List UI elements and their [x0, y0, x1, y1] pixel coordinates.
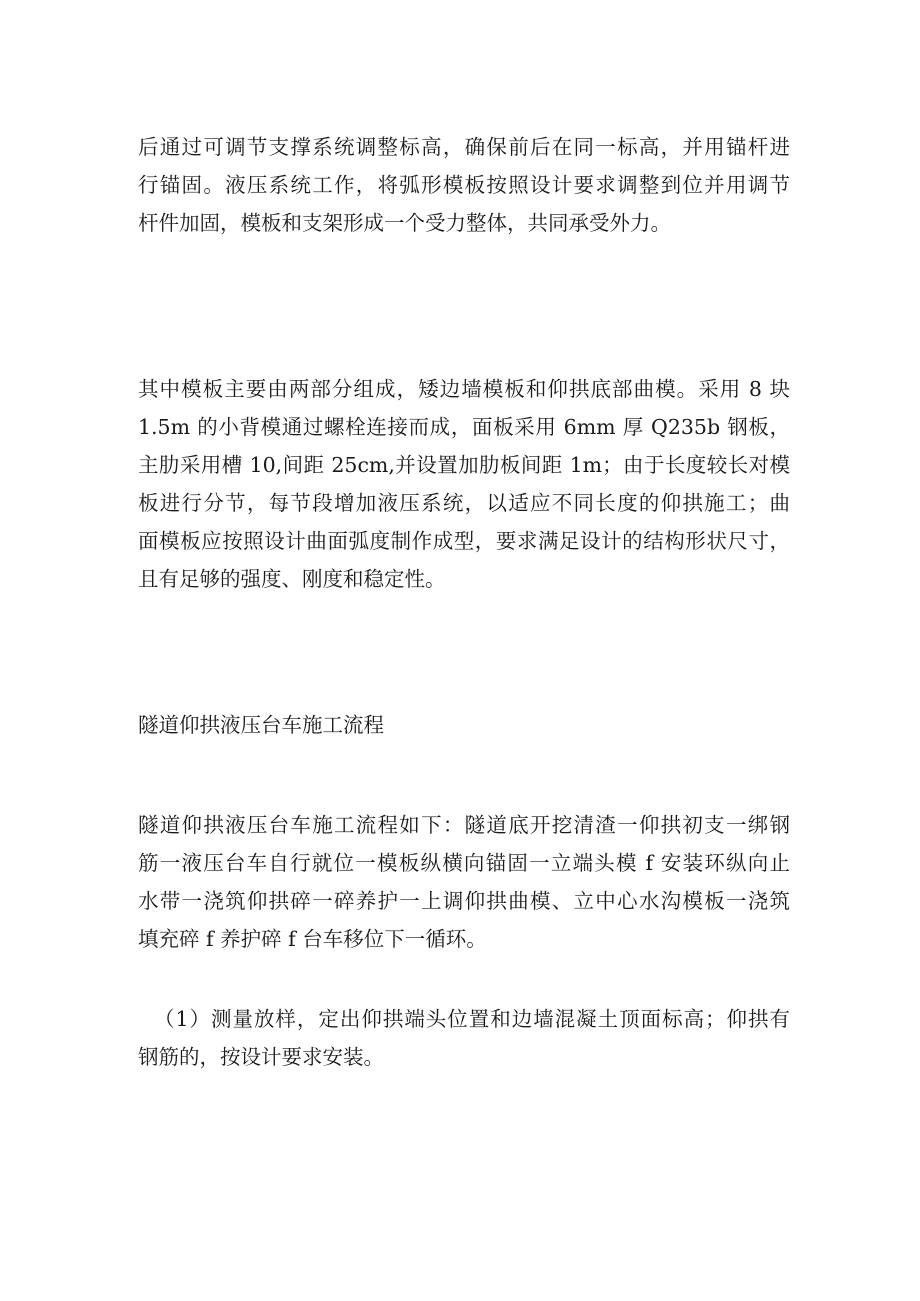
- text-line: 筋一液压台车自行就位一模板纵横向锚固一立端头模 f 安装环纵向止: [138, 851, 790, 875]
- text-line: 板进行分节，每节段增加液压系统，以适应不同长度的仰拱施工；曲: [138, 491, 790, 515]
- text-line: 且有足够的强度、刚度和稳定性。: [138, 567, 446, 591]
- text-line: 行锚固。液压系统工作，将弧形模板按照设计要求调整到位并用调节: [138, 173, 790, 197]
- text-line: 杆件加固，模板和支架形成一个受力整体，共同承受外力。: [138, 211, 671, 235]
- list-item: [138, 1000, 790, 1076]
- text-line: 水带一浇筑仰拱碎一碎养护一上调仰拱曲模、立中心水沟模板一浇筑: [138, 889, 790, 913]
- text-line: 后通过可调节支撑系统调整标高，确保前后在同一标高，并用锚杆进: [138, 135, 790, 159]
- heading-text: 隧道仰拱液压台车施工流程: [138, 713, 384, 737]
- text-line: 1.5m 的小背模通过螺栓连接而成，面板采用 6mm 厚 Q235b 钢板，: [138, 415, 790, 439]
- paragraph: [138, 128, 790, 242]
- paragraph: [138, 806, 790, 958]
- section-heading: [138, 706, 790, 744]
- text-line: 隧道仰拱液压台车施工流程如下：隧道底开挖清渣一仰拱初支一绑钢: [138, 813, 790, 837]
- paragraph: [138, 370, 790, 598]
- text-line: （1）测量放样，定出仰拱端头位置和边墙混凝土顶面标高；仰拱有: [154, 1007, 790, 1031]
- text-line: 面模板应按照设计曲面弧度制作成型，要求满足设计的结构形状尺寸，: [138, 529, 790, 553]
- text-line: 填充碎 f 养护碎 f 台车移位下一循环。: [138, 927, 487, 951]
- text-line: 其中模板主要由两部分组成，矮边墙模板和仰拱底部曲模。采用 8 块: [138, 377, 790, 401]
- text-line: 钢筋的，按设计要求安装。: [138, 1045, 384, 1069]
- text-line: 主肋采用槽 10,间距 25cm,并设置加肋板间距 1m；由于长度较长对模: [138, 453, 790, 477]
